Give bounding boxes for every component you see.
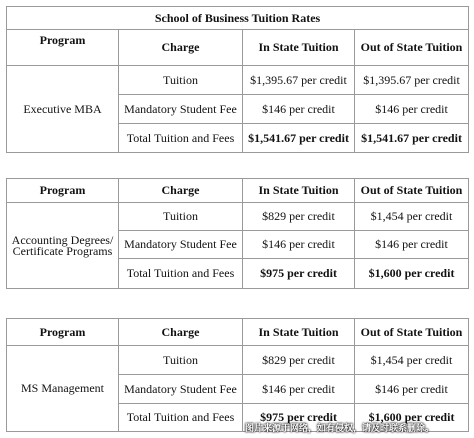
in-state-total: $975 per credit bbox=[243, 259, 355, 289]
executive-mba-table bbox=[6, 6, 469, 153]
out-state-cell: $1,395.67 per credit bbox=[355, 66, 469, 95]
charge-cell: Mandatory Student Fee bbox=[119, 95, 243, 124]
out-state-cell: $1,454 per credit bbox=[355, 346, 469, 375]
watermark-text: 图片来源于网络，如有侵权，请及时联系删除。 bbox=[244, 424, 434, 434]
charge-cell: Tuition bbox=[119, 203, 243, 231]
in-state-total: $1,541.67 per credit bbox=[243, 124, 355, 153]
charge-header: Charge bbox=[119, 179, 243, 203]
in-state-cell: $829 per credit bbox=[243, 203, 355, 231]
in-state-cell: $1,395.67 per credit bbox=[243, 66, 355, 95]
charge-cell: Mandatory Student Fee bbox=[119, 375, 243, 404]
in-state-cell: $146 per credit bbox=[243, 375, 355, 404]
out-state-total: $1,541.67 per credit bbox=[355, 124, 469, 153]
charge-cell: Tuition bbox=[119, 66, 243, 95]
in-state-header: In State Tuition bbox=[243, 319, 355, 346]
out-state-header: Out of State Tuition bbox=[355, 30, 469, 66]
out-state-total: $1,600 per credit bbox=[355, 404, 469, 432]
program-header: Program bbox=[7, 30, 119, 66]
out-state-header: Out of State Tuition bbox=[355, 179, 469, 203]
charge-cell: Tuition bbox=[119, 346, 243, 375]
program-name-line-1: Accounting Degrees/ bbox=[11, 232, 114, 247]
in-state-cell: $146 per credit bbox=[243, 231, 355, 259]
in-state-cell: $829 per credit bbox=[243, 346, 355, 375]
out-state-header: Out of State Tuition bbox=[355, 319, 469, 346]
table-title: School of Business Tuition Rates bbox=[7, 7, 469, 30]
accounting-table bbox=[6, 178, 469, 289]
program-header: Program bbox=[7, 319, 119, 346]
program-name bbox=[7, 203, 119, 289]
charge-header: Charge bbox=[119, 319, 243, 346]
charge-cell: Total Tuition and Fees bbox=[119, 404, 243, 432]
out-state-cell: $146 per credit bbox=[355, 231, 469, 259]
out-state-cell: $1,454 per credit bbox=[355, 203, 469, 231]
ms-management-table bbox=[6, 318, 469, 432]
out-state-cell: $146 per credit bbox=[355, 95, 469, 124]
out-state-total: $1,600 per credit bbox=[355, 259, 469, 289]
charge-cell: Total Tuition and Fees bbox=[119, 124, 243, 153]
in-state-header: In State Tuition bbox=[243, 179, 355, 203]
in-state-total: $975 per credit bbox=[243, 404, 355, 432]
in-state-header: In State Tuition bbox=[243, 30, 355, 66]
charge-cell: Total Tuition and Fees bbox=[119, 259, 243, 289]
out-state-cell: $146 per credit bbox=[355, 375, 469, 404]
program-name-line-2: Certificate Programs bbox=[12, 243, 113, 258]
program-name: Executive MBA bbox=[7, 66, 119, 153]
program-name: MS Management bbox=[7, 346, 119, 432]
program-header: Program bbox=[7, 179, 119, 203]
charge-header: Charge bbox=[119, 30, 243, 66]
in-state-cell: $146 per credit bbox=[243, 95, 355, 124]
charge-cell: Mandatory Student Fee bbox=[119, 231, 243, 259]
